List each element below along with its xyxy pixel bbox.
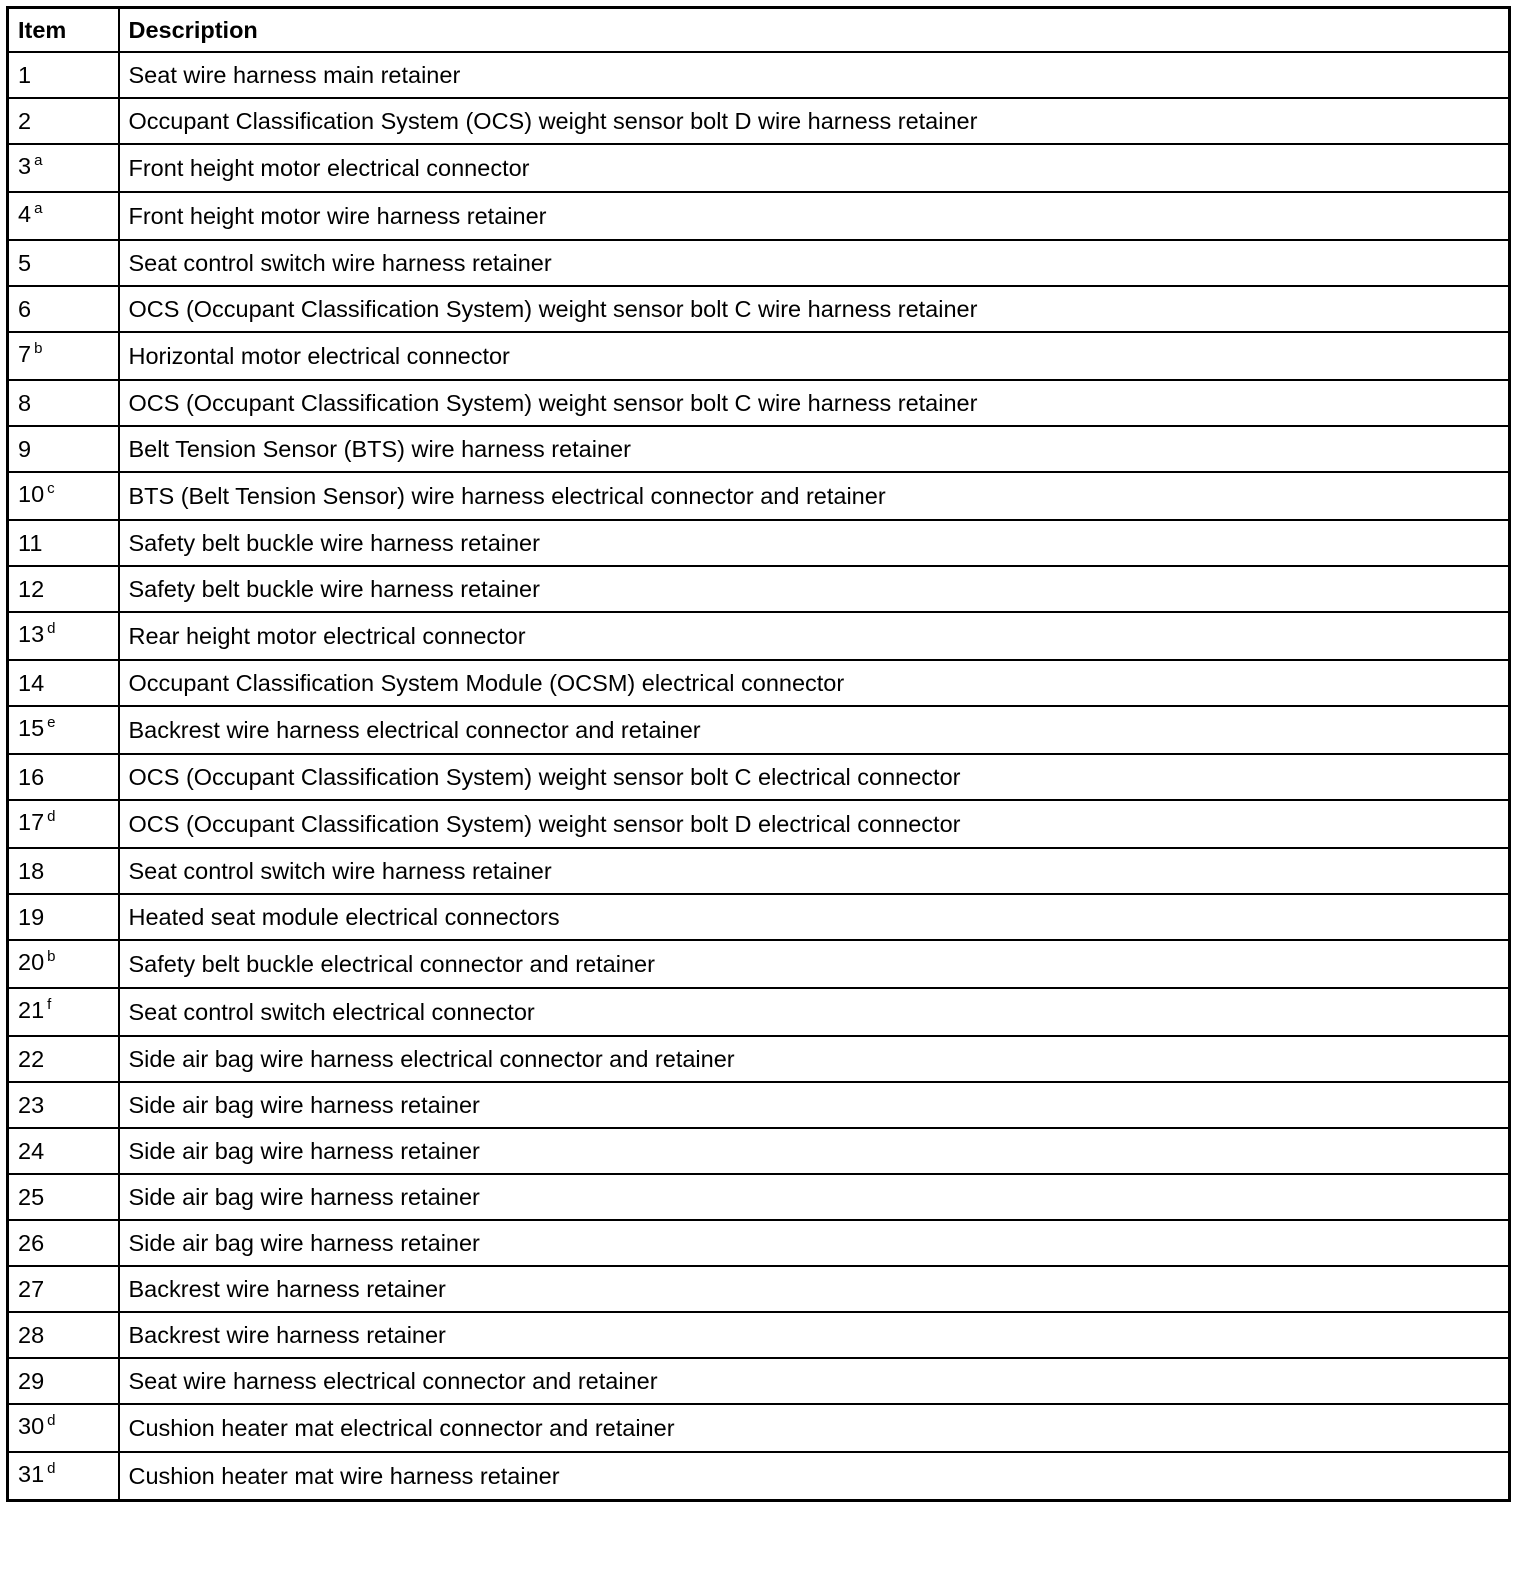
- column-header-item: Item: [8, 8, 119, 53]
- table-row: [8, 52, 1510, 98]
- item-number: 29: [18, 1368, 45, 1394]
- description-cell: Rear height motor electrical connector: [119, 612, 1510, 660]
- item-cell: [8, 1452, 119, 1501]
- description-cell: Horizontal motor electrical connector: [119, 332, 1510, 380]
- item-cell: [8, 240, 119, 286]
- item-number: 11: [18, 530, 43, 556]
- description-cell: Safety belt buckle wire harness retainer: [119, 520, 1510, 566]
- item-cell: [8, 940, 119, 988]
- item-number: 3: [18, 153, 32, 179]
- item-number: 5: [18, 250, 32, 276]
- description-cell: BTS (Belt Tension Sensor) wire harness electrical connector and retainer: [119, 472, 1510, 520]
- description-cell: Seat control switch wire harness retainer: [119, 240, 1510, 286]
- item-cell: [8, 380, 119, 426]
- item-number: 7: [18, 341, 32, 367]
- item-number: 13: [18, 621, 45, 647]
- description-cell: Safety belt buckle electrical connector and retainer: [119, 940, 1510, 988]
- item-number: 17: [18, 809, 45, 835]
- description-cell: Seat wire harness main retainer: [119, 52, 1510, 98]
- item-number: 19: [18, 904, 45, 930]
- item-number: 20: [18, 949, 45, 975]
- item-cell: [8, 1220, 119, 1266]
- table-row: [8, 240, 1510, 286]
- table-row: [8, 848, 1510, 894]
- table-row: [8, 566, 1510, 612]
- description-cell: Seat control switch electrical connector: [119, 988, 1510, 1036]
- item-number: 24: [18, 1138, 45, 1164]
- footnote-marker: d: [47, 1412, 56, 1429]
- item-cell: [8, 1312, 119, 1358]
- item-cell: [8, 754, 119, 800]
- item-number: 8: [18, 390, 32, 416]
- table-row: [8, 894, 1510, 940]
- item-number: 10: [18, 481, 45, 507]
- description-cell: Side air bag wire harness retainer: [119, 1082, 1510, 1128]
- table-row: [8, 426, 1510, 472]
- item-cell: [8, 98, 119, 144]
- item-cell: [8, 1082, 119, 1128]
- footnote-marker: d: [47, 808, 56, 825]
- table-row: [8, 520, 1510, 566]
- description-cell: Safety belt buckle wire harness retainer: [119, 566, 1510, 612]
- table-row: [8, 472, 1510, 520]
- item-number: 23: [18, 1092, 45, 1118]
- item-number: 6: [18, 296, 32, 322]
- description-cell: Backrest wire harness electrical connector and retainer: [119, 706, 1510, 754]
- item-cell: [8, 332, 119, 380]
- table-row: [8, 192, 1510, 240]
- item-cell: [8, 52, 119, 98]
- table-row: [8, 800, 1510, 848]
- column-header-description: Description: [119, 8, 1510, 53]
- table-row: [8, 380, 1510, 426]
- item-number: 27: [18, 1276, 45, 1302]
- item-cell: [8, 660, 119, 706]
- item-cell: [8, 1174, 119, 1220]
- item-cell: [8, 144, 119, 192]
- description-cell: Side air bag wire harness retainer: [119, 1174, 1510, 1220]
- footnote-marker: d: [47, 1460, 56, 1477]
- table-row: [8, 1358, 1510, 1404]
- description-cell: Seat control switch wire harness retainer: [119, 848, 1510, 894]
- table-row: [8, 754, 1510, 800]
- item-number: 28: [18, 1322, 45, 1348]
- item-cell: [8, 192, 119, 240]
- description-cell: Belt Tension Sensor (BTS) wire harness retainer: [119, 426, 1510, 472]
- description-cell: Occupant Classification System (OCS) weight sensor bolt D wire harness retainer: [119, 98, 1510, 144]
- description-cell: Front height motor electrical connector: [119, 144, 1510, 192]
- footnote-marker: b: [47, 948, 56, 965]
- table-row: [8, 1082, 1510, 1128]
- footnote-marker: d: [47, 620, 56, 637]
- table-row: [8, 1220, 1510, 1266]
- table-row: [8, 1266, 1510, 1312]
- description-cell: Heated seat module electrical connectors: [119, 894, 1510, 940]
- item-number: 9: [18, 436, 32, 462]
- item-cell: [8, 848, 119, 894]
- table-row: [8, 988, 1510, 1036]
- description-cell: Occupant Classification System Module (OCSM) electrical connector: [119, 660, 1510, 706]
- item-cell: [8, 1266, 119, 1312]
- item-number: 31: [18, 1461, 45, 1487]
- description-cell: OCS (Occupant Classification System) weight sensor bolt C wire harness retainer: [119, 380, 1510, 426]
- table-row: [8, 332, 1510, 380]
- description-cell: Backrest wire harness retainer: [119, 1312, 1510, 1358]
- table-row: [8, 98, 1510, 144]
- description-cell: OCS (Occupant Classification System) weight sensor bolt D electrical connector: [119, 800, 1510, 848]
- description-cell: OCS (Occupant Classification System) weight sensor bolt C wire harness retainer: [119, 286, 1510, 332]
- item-number: 2: [18, 108, 32, 134]
- footnote-marker: b: [34, 340, 43, 357]
- item-number: 4: [18, 201, 32, 227]
- item-cell: [8, 426, 119, 472]
- description-cell: Side air bag wire harness retainer: [119, 1220, 1510, 1266]
- item-number: 22: [18, 1046, 45, 1072]
- table-row: [8, 286, 1510, 332]
- description-cell: Front height motor wire harness retainer: [119, 192, 1510, 240]
- item-cell: [8, 988, 119, 1036]
- item-cell: [8, 706, 119, 754]
- table-row: [8, 612, 1510, 660]
- table-row: [8, 1312, 1510, 1358]
- item-number: 21: [18, 997, 45, 1023]
- table-row: [8, 660, 1510, 706]
- item-number: 18: [18, 858, 45, 884]
- item-number: 25: [18, 1184, 45, 1210]
- description-cell: Side air bag wire harness retainer: [119, 1128, 1510, 1174]
- description-cell: Backrest wire harness retainer: [119, 1266, 1510, 1312]
- footnote-marker: c: [47, 480, 55, 497]
- item-cell: [8, 894, 119, 940]
- table-row: [8, 144, 1510, 192]
- item-cell: [8, 800, 119, 848]
- item-cell: [8, 286, 119, 332]
- description-cell: OCS (Occupant Classification System) weight sensor bolt C electrical connector: [119, 754, 1510, 800]
- table-row: [8, 940, 1510, 988]
- description-cell: Side air bag wire harness electrical connector and retainer: [119, 1036, 1510, 1082]
- parts-table: [6, 6, 1511, 1502]
- description-cell: Cushion heater mat wire harness retainer: [119, 1452, 1510, 1501]
- item-number: 30: [18, 1413, 45, 1439]
- footnote-marker: a: [34, 152, 43, 169]
- description-cell: Cushion heater mat electrical connector and retainer: [119, 1404, 1510, 1452]
- item-cell: [8, 1128, 119, 1174]
- item-number: 15: [18, 715, 45, 741]
- item-cell: [8, 1358, 119, 1404]
- footnote-marker: e: [47, 714, 56, 731]
- item-cell: [8, 1404, 119, 1452]
- item-cell: [8, 566, 119, 612]
- item-cell: [8, 1036, 119, 1082]
- item-number: 16: [18, 764, 45, 790]
- table-row: [8, 1404, 1510, 1452]
- table-row: [8, 1174, 1510, 1220]
- item-number: 26: [18, 1230, 45, 1256]
- item-number: 14: [18, 670, 45, 696]
- item-cell: [8, 472, 119, 520]
- table-row: [8, 706, 1510, 754]
- description-cell: Seat wire harness electrical connector and retainer: [119, 1358, 1510, 1404]
- footnote-marker: f: [47, 996, 52, 1013]
- item-cell: [8, 520, 119, 566]
- table-row: [8, 1036, 1510, 1082]
- table-row: [8, 1128, 1510, 1174]
- footnote-marker: a: [34, 200, 43, 217]
- table-row: [8, 1452, 1510, 1501]
- item-number: 12: [18, 576, 45, 602]
- item-cell: [8, 612, 119, 660]
- table-header-row: [8, 8, 1510, 53]
- item-number: 1: [18, 62, 32, 88]
